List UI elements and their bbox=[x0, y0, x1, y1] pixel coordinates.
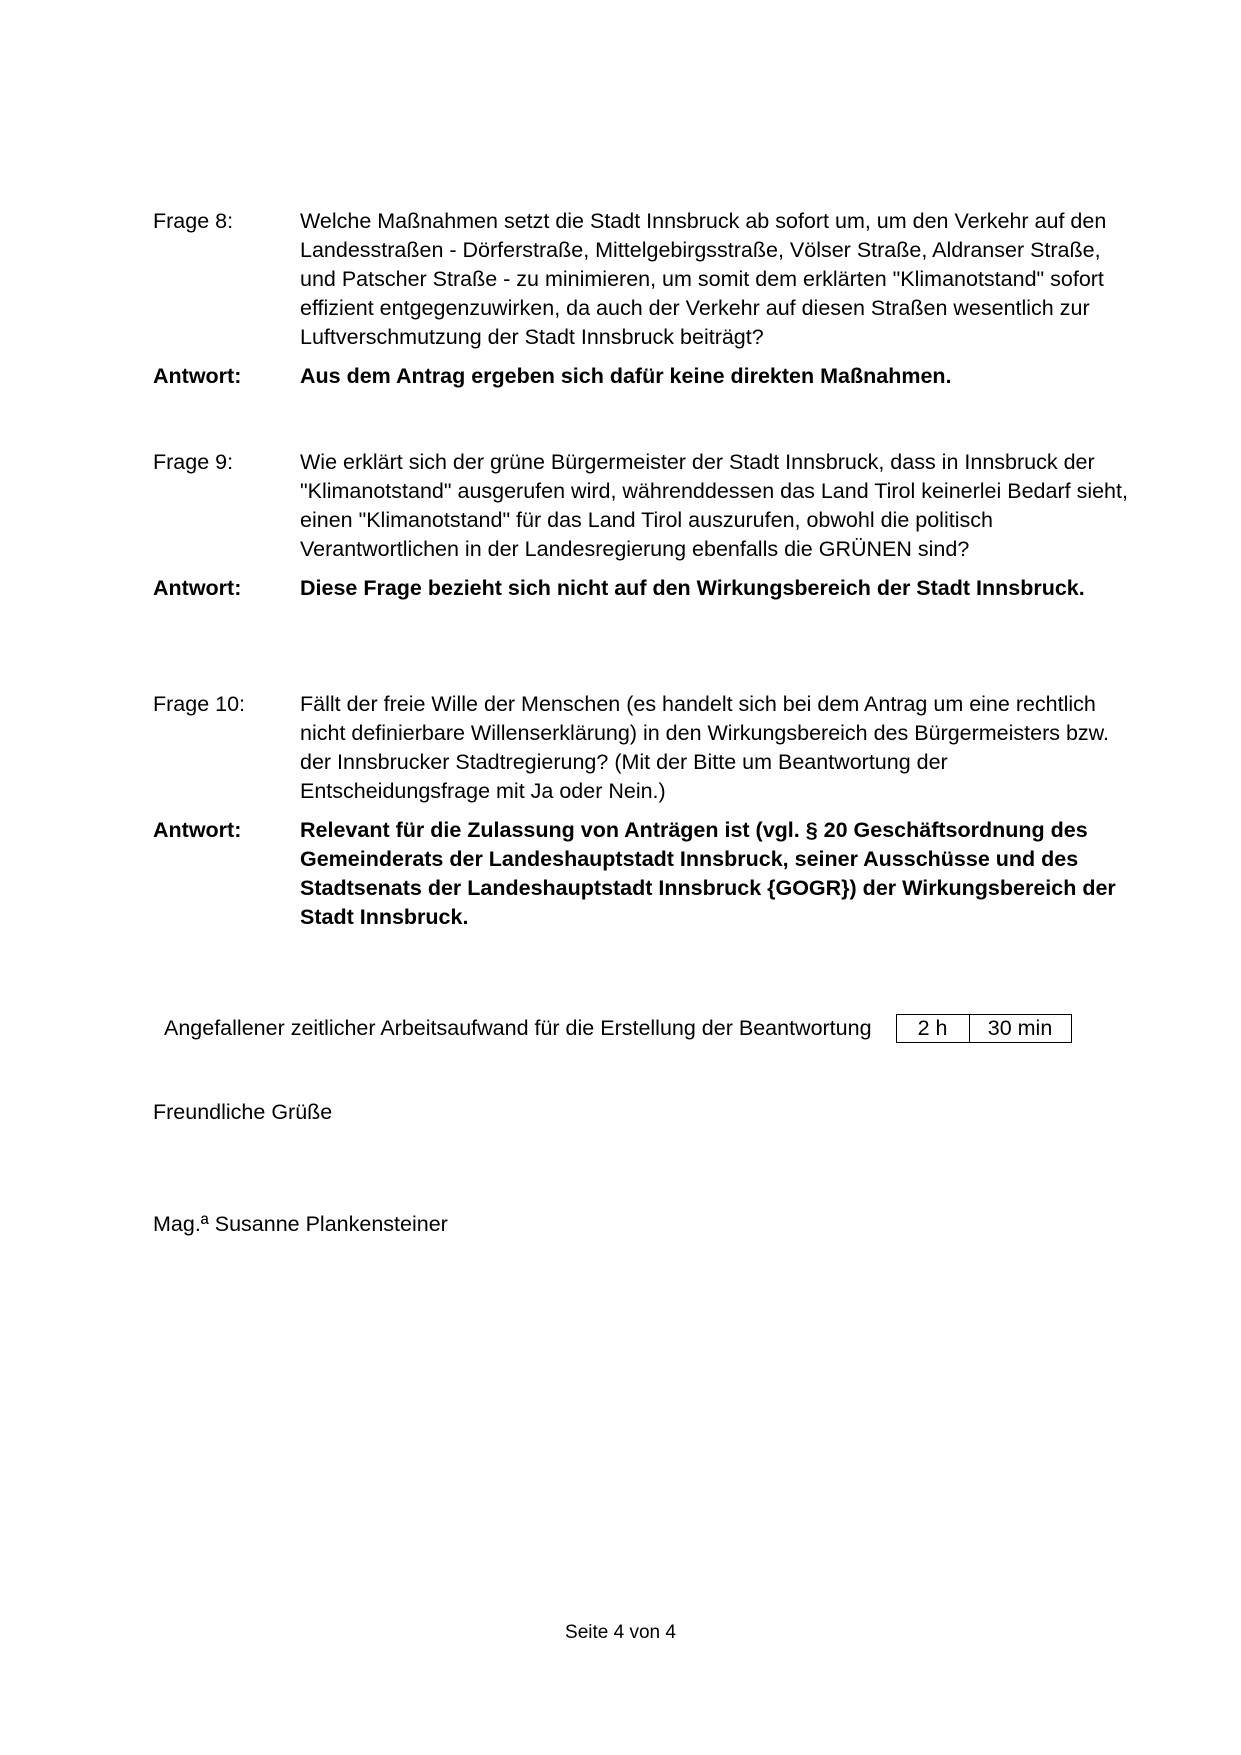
question-row bbox=[153, 448, 1133, 564]
closing-greeting: Freundliche Grüße bbox=[153, 1100, 333, 1124]
question-block-10 bbox=[153, 690, 1133, 932]
question-block-9 bbox=[153, 448, 1133, 603]
answer-row bbox=[153, 574, 1133, 603]
answer-label: Antwort: bbox=[153, 818, 242, 842]
work-effort-minutes: 30 min bbox=[987, 1016, 1053, 1040]
answer-text: Aus dem Antrag ergeben sich dafür keine direkten Maßnahmen. bbox=[300, 364, 952, 388]
question-text: Wie erklärt sich der grüne Bürgermeister der Stadt Innsbruck, dass in Innsbruck der "Klimanotstand" ausgerufen wird, währenddessen das Land Tirol keinerlei Bedarf sieht, einen "Klimanotstand" für das Land Tirol auszurufen, obwohl die politisch Verantwortlichen in der Landesregierung ebenfalls die GRÜNEN sind? bbox=[300, 450, 1128, 561]
signature-name: Mag.ª Susanne Plankensteiner bbox=[153, 1212, 448, 1236]
question-row bbox=[153, 690, 1133, 806]
answer-row bbox=[153, 816, 1133, 932]
answer-text: Diese Frage bezieht sich nicht auf den Wirkungsbereich der Stadt Innsbruck. bbox=[300, 576, 1085, 600]
answer-label: Antwort: bbox=[153, 576, 242, 600]
answer-row bbox=[153, 362, 1133, 391]
work-effort-hours: 2 h bbox=[897, 1015, 970, 1042]
work-effort-table bbox=[896, 1014, 1072, 1043]
question-label: Frage 9: bbox=[153, 450, 234, 474]
work-effort-summary bbox=[164, 1014, 1072, 1043]
question-label: Frage 10: bbox=[153, 692, 246, 716]
question-block-8 bbox=[153, 207, 1133, 391]
question-label: Frage 8: bbox=[153, 209, 234, 233]
answer-label: Antwort: bbox=[153, 364, 242, 388]
page-number: Seite 4 von 4 bbox=[565, 1622, 676, 1643]
work-effort-label: Angefallener zeitlicher Arbeitsaufwand für die Erstellung der Beantwortung bbox=[164, 1016, 872, 1040]
question-row bbox=[153, 207, 1133, 352]
question-text: Fällt der freie Wille der Menschen (es handelt sich bei dem Antrag um eine rechtlich nicht definierbare Willenserklärung) in den Wirkungsbereich des Bürgermeisters bzw. der Innsbrucker Stadtregierung? (Mit der Bitte um Beantwortung der Entscheidungsfrage mit Ja oder Nein.) bbox=[300, 692, 1110, 803]
answer-text: Relevant für die Zulassung von Anträgen ist (vgl. § 20 Geschäftsordnung des Gemeinderats der Landeshauptstadt Innsbruck, seiner Ausschüsse und des Stadtsenats der Landeshauptstadt Innsbruck {GOGR}) der Wirkungsbereich der Stadt Innsbruck. bbox=[300, 818, 1116, 929]
question-text: Welche Maßnahmen setzt die Stadt Innsbruck ab sofort um, um den Verkehr auf den Landesstraßen - Dörferstraße, Mittelgebirgsstraße, Völser Straße, Aldranser Straße, und Patscher Straße - zu minimieren, um somit dem erklärten "Klimanotstand" sofort effizient entgegenzuwirken, da auch der Verkehr auf diesen Straßen wesentlich zur Luftverschmutzung der Stadt Innsbruck beiträgt? bbox=[300, 209, 1107, 349]
